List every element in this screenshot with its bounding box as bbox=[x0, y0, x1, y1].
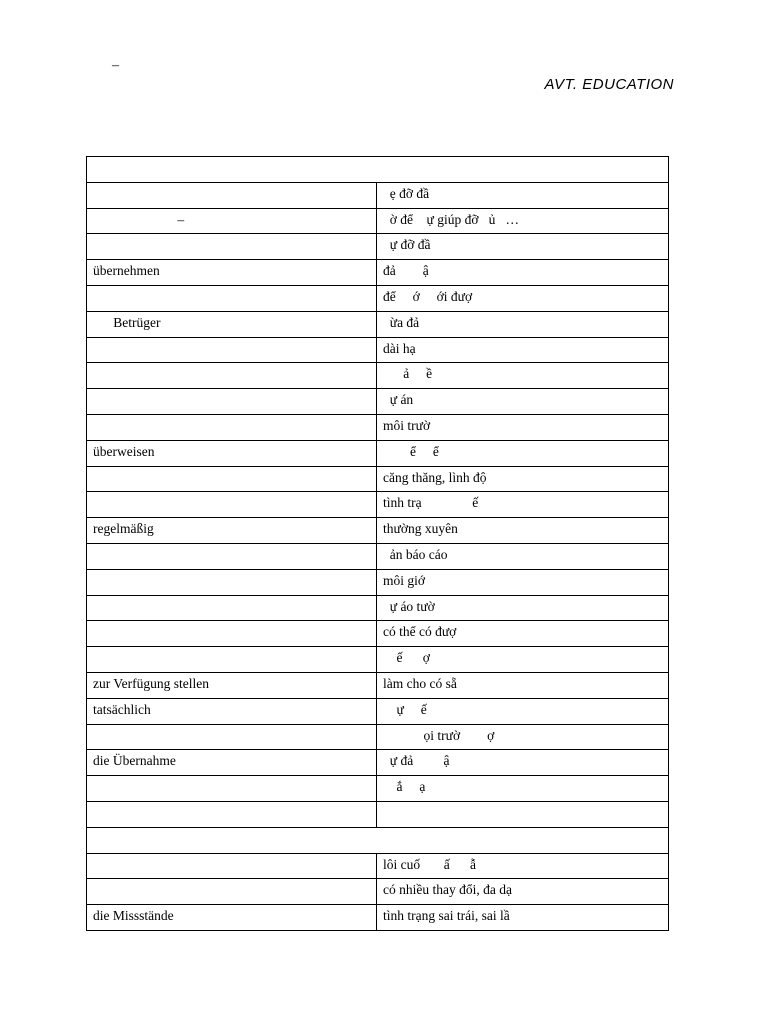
vietnamese-meaning-cell: ự áo tườ bbox=[377, 595, 669, 621]
german-term-cell bbox=[87, 466, 377, 492]
german-term-cell bbox=[87, 234, 377, 260]
table-row bbox=[87, 853, 669, 879]
table-row bbox=[87, 698, 669, 724]
vietnamese-meaning-cell: ự án bbox=[377, 389, 669, 415]
vietnamese-meaning-cell: có nhiều thay đổi, đa dạ bbox=[377, 879, 669, 905]
vietnamese-meaning-cell: tình trạng sai trái, sai lầ bbox=[377, 905, 669, 931]
german-term-cell: tatsächlich bbox=[87, 698, 377, 724]
vietnamese-meaning-cell: có thể có đượ bbox=[377, 621, 669, 647]
table-row bbox=[87, 311, 669, 337]
german-term-cell: die Missstände bbox=[87, 905, 377, 931]
vietnamese-meaning-cell: ự đả ậ bbox=[377, 750, 669, 776]
vietnamese-meaning-cell: ẹ đỡ đầ bbox=[377, 182, 669, 208]
german-term-cell bbox=[87, 543, 377, 569]
table-row bbox=[87, 647, 669, 673]
german-term-cell bbox=[87, 285, 377, 311]
table-row bbox=[87, 827, 669, 853]
table-row bbox=[87, 569, 669, 595]
vietnamese-meaning-cell: ự ế bbox=[377, 698, 669, 724]
german-term-cell bbox=[87, 776, 377, 802]
table-row bbox=[87, 543, 669, 569]
table-row bbox=[87, 621, 669, 647]
table-row bbox=[87, 724, 669, 750]
table-row bbox=[87, 157, 669, 183]
table-row bbox=[87, 466, 669, 492]
german-term-cell: die Übernahme bbox=[87, 750, 377, 776]
vietnamese-meaning-cell: môi trườ bbox=[377, 414, 669, 440]
german-term-cell bbox=[87, 414, 377, 440]
table-row bbox=[87, 414, 669, 440]
table-row bbox=[87, 776, 669, 802]
vietnamese-meaning-cell: căng thăng, lình độ bbox=[377, 466, 669, 492]
table-row bbox=[87, 801, 669, 827]
german-term-cell: zur Verfügung stellen bbox=[87, 672, 377, 698]
german-term-cell bbox=[87, 801, 377, 827]
german-term-cell bbox=[87, 879, 377, 905]
german-term-cell bbox=[87, 389, 377, 415]
german-term-cell bbox=[87, 182, 377, 208]
top-dash-mark: – bbox=[112, 58, 119, 73]
table-row bbox=[87, 208, 669, 234]
german-term-cell bbox=[87, 363, 377, 389]
table-row bbox=[87, 905, 669, 931]
vietnamese-meaning-cell: ờ để ự giúp đỡ ủ … bbox=[377, 208, 669, 234]
vietnamese-meaning-cell: thường xuyên bbox=[377, 518, 669, 544]
vietnamese-meaning-cell: ọi trườ ợ bbox=[377, 724, 669, 750]
vietnamese-meaning-cell: để ớ ới đượ bbox=[377, 285, 669, 311]
table-row bbox=[87, 337, 669, 363]
table-row bbox=[87, 595, 669, 621]
german-term-cell bbox=[87, 621, 377, 647]
table-row bbox=[87, 750, 669, 776]
table-row bbox=[87, 234, 669, 260]
german-term-cell: Betrüger bbox=[87, 311, 377, 337]
table-row bbox=[87, 182, 669, 208]
full-width-cell bbox=[87, 157, 669, 183]
vietnamese-meaning-cell: ả ề bbox=[377, 363, 669, 389]
vietnamese-meaning-cell: lôi cuố ấ ẫ bbox=[377, 853, 669, 879]
german-term-cell: – bbox=[87, 208, 377, 234]
german-term-cell bbox=[87, 647, 377, 673]
german-term-cell bbox=[87, 492, 377, 518]
vietnamese-meaning-cell: ừa đả bbox=[377, 311, 669, 337]
vietnamese-meaning-cell bbox=[377, 801, 669, 827]
table-row bbox=[87, 879, 669, 905]
german-term-cell bbox=[87, 724, 377, 750]
vietnamese-meaning-cell: dài hạ bbox=[377, 337, 669, 363]
vietnamese-meaning-cell: môi giớ bbox=[377, 569, 669, 595]
german-term-cell: überweisen bbox=[87, 440, 377, 466]
table-row bbox=[87, 672, 669, 698]
vietnamese-meaning-cell: ản báo cáo bbox=[377, 543, 669, 569]
table-row bbox=[87, 440, 669, 466]
german-term-cell: übernehmen bbox=[87, 260, 377, 286]
vietnamese-meaning-cell: ự đỡ đầ bbox=[377, 234, 669, 260]
table-row bbox=[87, 492, 669, 518]
vietnamese-meaning-cell: ắ ạ bbox=[377, 776, 669, 802]
table-row bbox=[87, 363, 669, 389]
table-row bbox=[87, 260, 669, 286]
vietnamese-meaning-cell: đả ậ bbox=[377, 260, 669, 286]
vietnamese-meaning-cell: ế ợ bbox=[377, 647, 669, 673]
table-row bbox=[87, 518, 669, 544]
full-width-cell bbox=[87, 827, 669, 853]
german-term-cell bbox=[87, 337, 377, 363]
table-row bbox=[87, 285, 669, 311]
vietnamese-meaning-cell: tình trạ ế bbox=[377, 492, 669, 518]
vocabulary-table bbox=[86, 156, 669, 931]
vietnamese-meaning-cell: ể ể bbox=[377, 440, 669, 466]
german-term-cell bbox=[87, 595, 377, 621]
german-term-cell: regelmäßig bbox=[87, 518, 377, 544]
page-header-brand: AVT. EDUCATION bbox=[544, 76, 674, 93]
german-term-cell bbox=[87, 853, 377, 879]
vocabulary-table-body bbox=[87, 157, 669, 931]
vietnamese-meaning-cell: làm cho có sẵ bbox=[377, 672, 669, 698]
german-term-cell bbox=[87, 569, 377, 595]
table-row bbox=[87, 389, 669, 415]
